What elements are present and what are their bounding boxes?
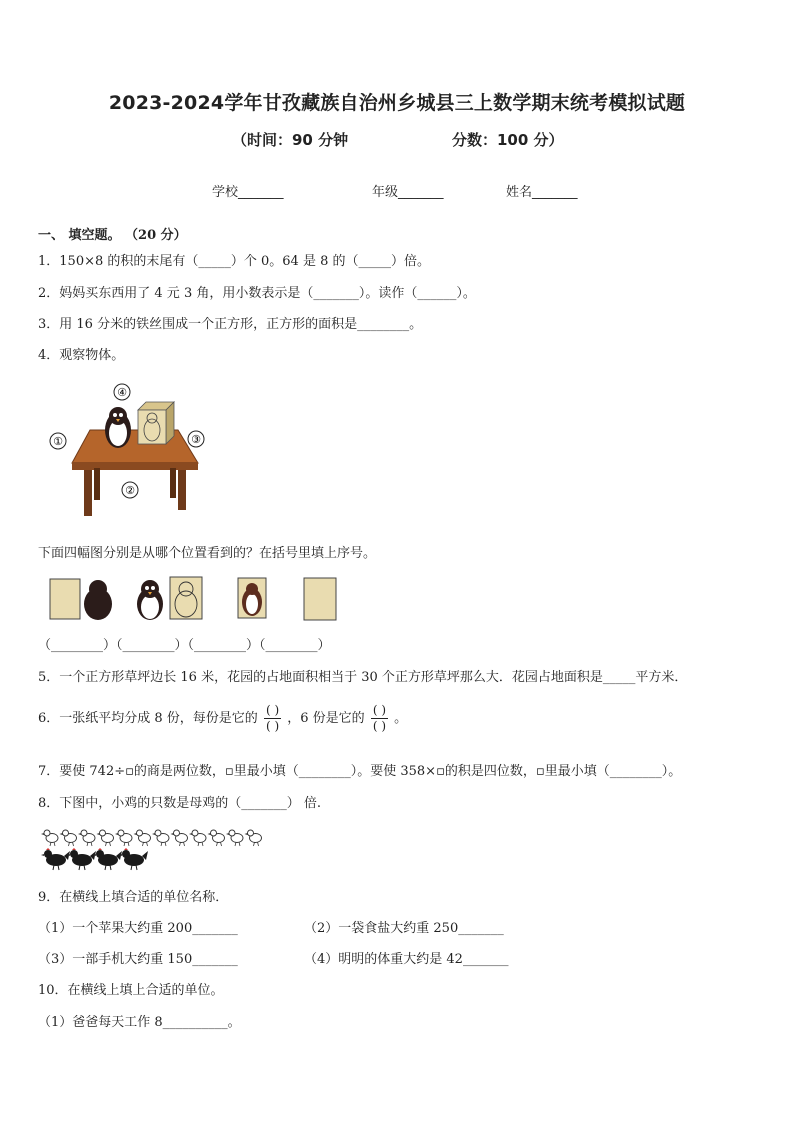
chick-icon <box>189 830 206 846</box>
question-9-item-3: （3）一部手机大约重 150_______ <box>38 952 238 967</box>
table-top <box>72 430 198 463</box>
hens-row <box>41 848 148 870</box>
exam-score: 分数：100 分） <box>452 131 564 149</box>
chick-icon <box>134 830 151 846</box>
question-9: 9．在横线上填合适的单位名称． <box>38 890 229 905</box>
question-10: 10．在横线上填上合适的单位。 <box>38 983 224 998</box>
exam-time: （时间：90 分钟 <box>232 131 349 149</box>
chick-icon <box>226 830 243 846</box>
question-9-item-4: （4）明明的体重大约是 42_______ <box>304 952 509 967</box>
table-leg <box>94 468 100 500</box>
question-6-text-b: ，6 份是它的 <box>287 711 365 726</box>
question-4-prompt: 下面四幅图分别是从哪个位置看到的？在括号里填上序号。 <box>38 546 377 561</box>
view-c <box>238 578 266 618</box>
question-6-text-c: 。 <box>394 711 408 726</box>
hen-icon <box>119 848 148 870</box>
grade-field[interactable]: 年级_______ <box>372 185 444 200</box>
question-10-item-1: （1）爸爸每天工作 8__________。 <box>38 1015 241 1030</box>
four-views <box>44 574 344 622</box>
observation-figure <box>38 378 218 523</box>
view-d <box>304 578 336 620</box>
question-6 <box>38 703 407 734</box>
position-2-label <box>122 482 138 498</box>
chick-icon <box>115 830 132 846</box>
question-4-answers[interactable]: （________）（________）（________）（________） <box>38 638 331 653</box>
school-field[interactable]: 学校_______ <box>212 185 284 200</box>
name-field[interactable]: 姓名_______ <box>506 185 578 200</box>
question-6-text-a: 6．一张纸平均分成 8 份，每份是它的 <box>38 711 258 726</box>
position-3-label <box>188 431 204 447</box>
chick-icon <box>97 830 114 846</box>
table-leg <box>170 468 176 498</box>
question-2: 2．妈妈买东西用了 4 元 3 角，用小数表示是（_______）。读作（______）。 <box>38 286 476 301</box>
question-1: 1．150×8 的积的末尾有（_____）个 0。64 是 8 的（_____）倍。 <box>38 254 430 269</box>
question-9-item-2: （2）一袋食盐大约重 250_______ <box>304 921 504 936</box>
section-heading: 一、 填空题。 （20 分） <box>38 228 187 243</box>
chick-icon <box>60 830 77 846</box>
question-5: 5．一个正方形草坪边长 16 米，花园的占地面积相当于 30 个正方形草坪那么大．花园占地面积是_____平方米． <box>38 670 688 685</box>
chicken-figure <box>40 826 270 872</box>
question-4: 4．观察物体。 <box>38 348 125 363</box>
question-9-item-1: （1）一个苹果大约重 200_______ <box>38 921 238 936</box>
penguin-icon <box>105 407 131 448</box>
question-7: 7．要使 742÷▫的商是两位数，▫里最小填（________）。要使 358×▫的积是四位数，▫里最小填（________）。 <box>38 764 682 779</box>
chicks-row <box>41 830 262 846</box>
svg-text:②: ② <box>125 484 135 497</box>
table-edge <box>72 462 198 470</box>
fraction-blank-1[interactable]: $\frac{( )}{( )}$ <box>265 703 280 733</box>
chick-icon <box>78 830 95 846</box>
question-3: 3．用 16 分米的铁丝围成一个正方形，正方形的面积是________。 <box>38 317 423 332</box>
hen-icon <box>67 848 96 870</box>
question-8: 8．下图中，小鸡的只数是母鸡的（_______） 倍. <box>38 796 322 811</box>
chick-icon <box>245 830 262 846</box>
fraction-blank-2[interactable]: $\frac{( )}{( )}$ <box>372 703 387 733</box>
chick-icon <box>41 830 58 846</box>
table-leg <box>178 470 186 510</box>
page-title: 2023-2024学年甘孜藏族自治州乡城县三上数学期末统考模拟试题 <box>108 92 686 114</box>
box-icon <box>138 402 174 444</box>
hen-icon <box>93 848 122 870</box>
hen-icon <box>41 848 70 870</box>
chick-icon <box>208 830 225 846</box>
position-4-label <box>114 384 130 400</box>
table-leg <box>84 470 92 516</box>
svg-text:①: ① <box>53 435 63 448</box>
view-a <box>50 579 112 620</box>
position-1-label <box>50 433 66 449</box>
chick-icon <box>152 830 169 846</box>
view-b <box>137 577 202 620</box>
svg-text:③: ③ <box>191 433 201 446</box>
svg-text:④: ④ <box>117 386 127 399</box>
chick-icon <box>171 830 188 846</box>
